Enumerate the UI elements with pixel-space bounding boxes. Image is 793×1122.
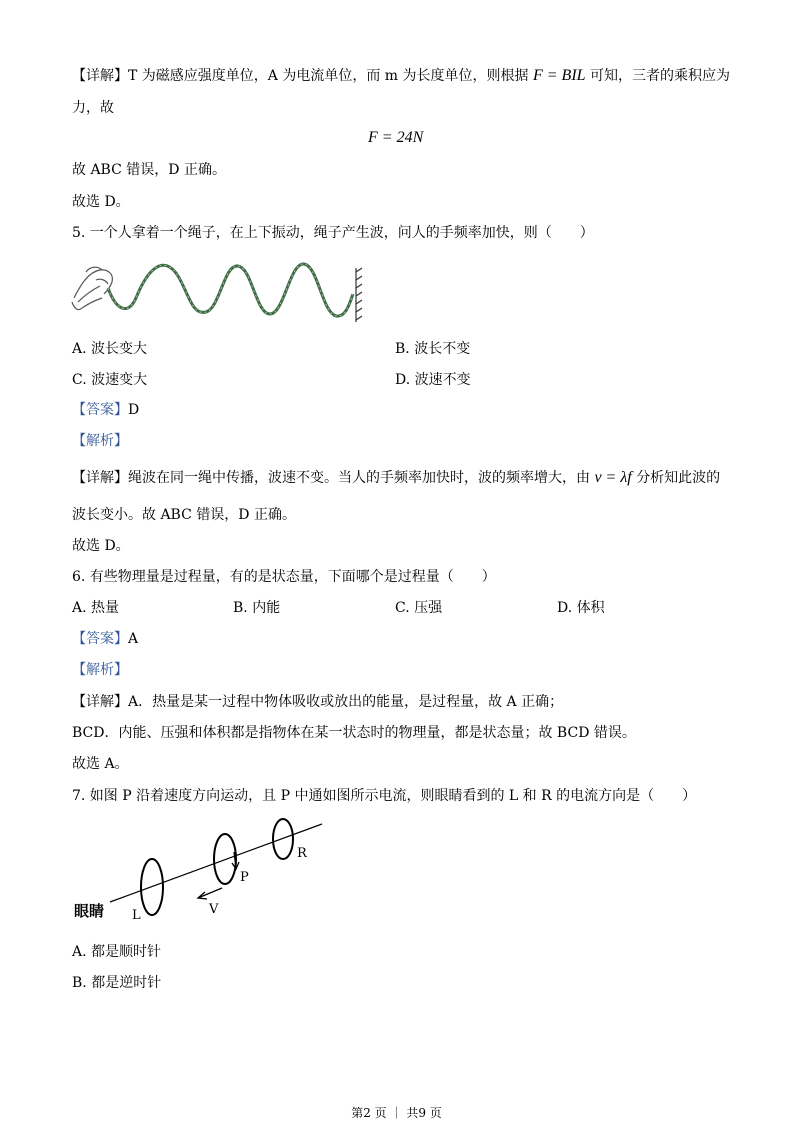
q6-option-b: B. 内能 [233,600,281,616]
q5-rope-wave-figure [70,258,370,330]
q4-detail-line3: 故 ABC 错误，D 正确。 [72,162,226,178]
q6-conclusion: 故选 A。 [72,756,129,772]
q5-option-d: D. 波速不变 [395,372,471,388]
q4-detail-line1: 【详解】T 为磁感应强度单位，A 为电流单位，而 m 为长度单位，则根据 F = BIL 可知，三者的乘积应为 [72,67,731,84]
formula-f-24n: F = 24N [368,129,424,146]
eye-label: 眼睛 [74,902,105,920]
q6-option-a: A. 热量 [72,600,120,616]
q5-conclusion: 故选 D。 [72,538,130,554]
q6-detail-line1: 【详解】A．热量是某一过程中物体吸收或放出的能量，是过程量，故 A 正确； [72,694,564,710]
coil-r-label: R [297,846,307,861]
hand-icon [72,267,112,309]
page-footer: 第2 页 ｜ 共9 页 [351,1106,442,1120]
q6-analysis-tag: 【解析】 [72,662,128,678]
q4-conclusion: 故选 D。 [72,194,130,210]
coil-r [273,819,293,859]
q6-option-d: D. 体积 [557,600,605,616]
q5-answer: 【答案】D [72,402,140,418]
q5-stem: 5. 一个人拿着一个绳子，在上下振动，绳子产生波，问人的手频率加快，则（ ） [72,225,594,241]
q6-stem: 6. 有些物理量是过程量，有的是状态量，下面哪个是过程量（ ） [72,569,496,585]
q5-detail-line1: 【详解】绳波在同一绳中传播，波速不变。当人的手频率加快时，波的频率增大，由 v = λf 分析知此波的 [72,469,721,486]
q7-coil-figure [72,814,332,932]
wall-icon [356,268,362,322]
velocity-label: V [209,902,219,917]
detail-tag: 【详解】 [72,68,128,84]
q6-answer: 【答案】A [72,631,139,647]
formula-f-bil: F = BIL [532,67,586,84]
q5-option-b: B. 波长不变 [395,341,471,357]
q5-option-a: A. 波长变大 [72,341,148,357]
coil-l-label: L [132,908,141,923]
velocity-arrow-icon [198,888,222,899]
q7-diagram-svg [72,814,332,932]
formula-v-lambda-f: v = λf [594,469,632,486]
coil-p [214,834,236,884]
q5-option-c: C. 波速变大 [72,372,148,388]
q6-option-c: C. 压强 [395,600,443,616]
q6-detail-line2: BCD．内能、压强和体积都是指物体在某一状态时的物理量，都是状态量；故 BCD 错误。 [72,725,636,741]
rope-wave [108,264,353,316]
coil-p-label: P [240,870,249,885]
q5-detail-line2: 波长变小。故 ABC 错误，D 正确。 [72,507,296,523]
q7-stem: 7. 如图 P 沿着速度方向运动，且 P 中通如图所示电流，则眼睛看到的 L 和 R 的电流方向是（ ） [72,788,697,804]
q7-option-a: A. 都是顺时针 [72,944,162,960]
q4-detail-line2: 力，故 [72,100,114,116]
q7-option-b: B. 都是逆时针 [72,975,162,991]
q5-analysis-tag: 【解析】 [72,433,128,449]
